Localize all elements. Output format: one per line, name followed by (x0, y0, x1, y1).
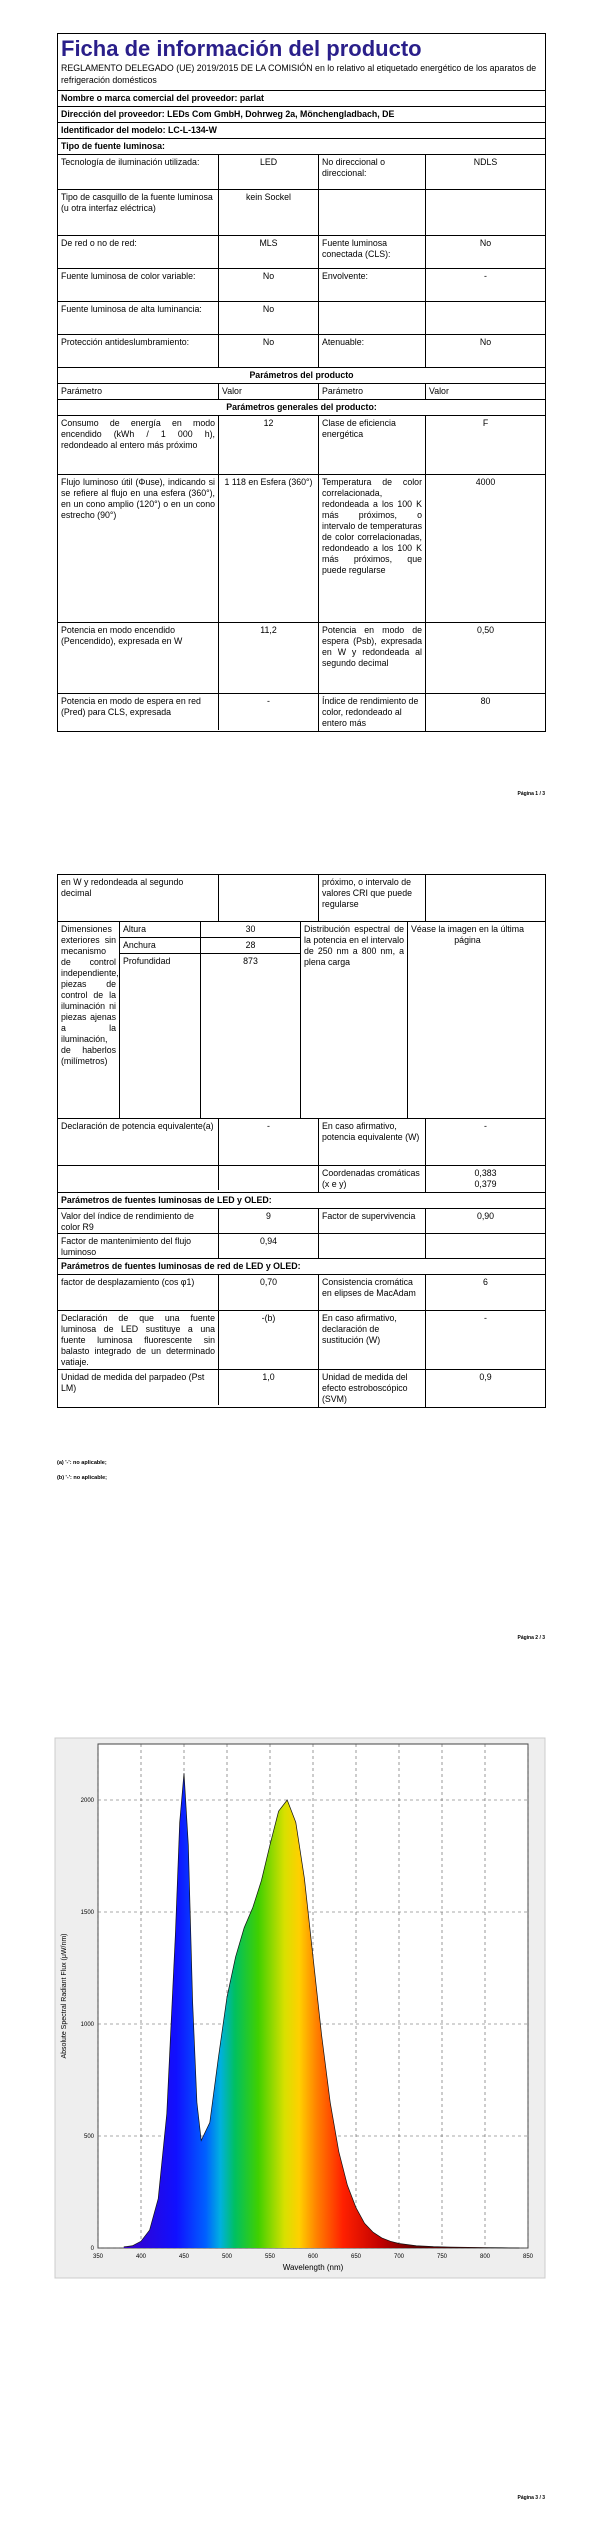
product-info-table-p1 (57, 33, 546, 732)
cell-label: Consumo de energía en modo encendido (kWh / 1 000 h), redondeado al entero más próximo (58, 416, 219, 474)
dim-label: Anchura (120, 938, 200, 954)
cell-value: No (479, 337, 492, 347)
table-row (58, 623, 545, 694)
cell-label: Unidad de medida del efecto estroboscópico (SVM) (319, 1370, 426, 1407)
cell-label: próximo, o intervalo de valores CRI que puede regularse (319, 875, 426, 921)
x-tick-label: 500 (221, 2254, 233, 2260)
cell-value: 12 (219, 416, 319, 474)
x-tick-label: 850 (522, 2254, 534, 2260)
cell-label: Unidad de medida del parpadeo (Pst LM) (58, 1370, 219, 1405)
column-header: Parámetro (58, 384, 219, 399)
cell-value: NDLS (473, 157, 498, 167)
x-tick-label: 750 (436, 2254, 448, 2260)
page-number: Página 3 / 3 (517, 2495, 545, 2501)
cell-label: Clase de eficiencia energética (319, 416, 426, 474)
column-header: Valor (219, 384, 319, 399)
cell-label: Flujo luminoso útil (Φuse), indicando si se refiere al flujo en una esfera (360°), en un cono amplio (120°) o en un cono estrecho (90°) (58, 475, 219, 622)
cell-value: 0,9 (479, 1372, 492, 1382)
cell-label: Potencia en modo de espera en red (Pred) para CLS, expresada (58, 694, 219, 730)
cell-value: kein Sockel (219, 190, 319, 235)
cell-label: Consistencia cromática en elipses de MacAdam (319, 1275, 426, 1310)
cell-label: Tecnología de iluminación utilizada: (58, 155, 219, 189)
dim-value: 28 (201, 938, 300, 954)
page-number: Página 2 / 3 (517, 1635, 545, 1641)
cell-value: LED (219, 155, 319, 189)
cell-value: No (219, 335, 319, 367)
table-row (58, 875, 545, 922)
spectral-distribution-label: Distribución espectral de la potencia en el intervalo de 250 nm a 800 nm, a plena carga (301, 922, 408, 1118)
table-row (58, 475, 545, 623)
cell-label: Potencia en modo encendido (Pencendido), expresada en W (58, 623, 219, 693)
page-1 (0, 0, 595, 820)
cell-value: 0,94 (219, 1234, 319, 1258)
model-identifier: Identificador del modelo: LC-L-134-W (61, 125, 217, 135)
y-tick-label: 0 (90, 2246, 94, 2252)
cell-value: 0,90 (476, 1211, 495, 1221)
y-tick-label: 500 (83, 2134, 94, 2140)
cell-value (426, 190, 545, 235)
cell-label: Índice de rendimiento de color, redondeado al entero más (319, 694, 426, 731)
cell-value: 0,50 (476, 625, 495, 635)
column-header: Parámetro (319, 384, 426, 399)
y-tick-label: 1000 (80, 2022, 94, 2028)
cell-value: No (479, 238, 492, 248)
cell-label: Coordenadas cromáticas (x e y) (319, 1166, 426, 1192)
cell-label (319, 190, 426, 235)
table-row (58, 236, 545, 269)
cell-value (426, 1234, 545, 1258)
cell-value: No (219, 302, 319, 334)
footnote-a: (a) '-': no aplicable; (57, 1460, 107, 1466)
page-2 (0, 870, 595, 1670)
cell-label: Potencia en modo de espera (Psb), expresada en W y redondeada al segundo decimal (319, 623, 426, 693)
footnote-b: (b) '-': no aplicable; (57, 1475, 107, 1481)
cell-label: factor de desplazamiento (cos φ1) (58, 1275, 219, 1310)
cell-value: 9 (219, 1209, 319, 1233)
x-tick-label: 800 (479, 2254, 491, 2260)
spectral-distribution-chart (0, 1720, 595, 2280)
table-row (58, 1311, 545, 1370)
cell-value (426, 302, 545, 334)
x-tick-label: 650 (350, 2254, 362, 2260)
cell-value: 0,383 0,379 (474, 1168, 497, 1189)
table-row (58, 155, 545, 190)
cell-label: Atenuable: (319, 335, 426, 367)
dim-label: Altura (120, 922, 200, 938)
regulation-text: REGLAMENTO DELEGADO (UE) 2019/2015 DE LA COMISIÓN en lo relativo al etiquetado energético de los aparatos de refrigeración domésticos (58, 62, 545, 91)
table-row (58, 190, 545, 236)
cell-label (319, 1234, 426, 1258)
cell-value: No (219, 269, 319, 301)
cell-label: en W y redondeada al segundo decimal (58, 875, 219, 921)
cell-label: Valor del índice de rendimiento de color R9 (58, 1209, 219, 1233)
table-row (58, 1275, 545, 1311)
dim-value: 873 (243, 956, 258, 966)
cell-label: De red o no de red: (58, 236, 219, 268)
dim-label: Profundidad (123, 956, 171, 966)
table-row (58, 416, 545, 475)
page-3 (0, 1720, 595, 2526)
table-row (58, 694, 545, 731)
table-row (58, 1119, 545, 1166)
column-header: Valor (429, 386, 449, 396)
cell-label: Declaración de que una fuente luminosa de LED sustituye a una fuente luminosa fluorescente sin balasto integrado de un determinado vatiaje. (58, 1311, 219, 1369)
cell-value: 11,2 (219, 623, 319, 693)
cell-label: Factor de mantenimiento del flujo luminoso (58, 1234, 219, 1258)
cell-label: Tipo de casquillo de la fuente luminosa (u otra interfaz eléctrica) (58, 190, 219, 235)
general-params-heading: Parámetros generales del producto: (226, 402, 377, 412)
x-axis-label: Wavelength (nm) (282, 2263, 344, 2272)
supplier-address: Dirección del proveedor: LEDs Com GmbH, Dohrweg 2a, Mönchengladbach, DE (61, 109, 395, 119)
cell-value: - (219, 1119, 319, 1165)
cell-label: Envolvente: (319, 269, 426, 301)
cell-value: -(b) (219, 1311, 319, 1369)
document-title: Ficha de información del producto (61, 36, 422, 61)
y-tick-label: 1500 (80, 1910, 94, 1916)
cell-label: Temperatura de color correlacionada, redondeada a los 100 K más próximos, o intervalo de temperaturas de color correlacionadas, redondeado a los 100 K más próximos, que puede regularse (319, 475, 426, 622)
spectral-distribution-value: Véase la imagen en la última página (411, 924, 524, 945)
table-row (58, 302, 545, 335)
table-row (58, 922, 545, 1119)
dim-value: 30 (201, 922, 300, 938)
cell-value: F (482, 418, 489, 428)
x-tick-label: 550 (264, 2254, 276, 2260)
cell-value: 1,0 (219, 1370, 319, 1407)
table-row (58, 1209, 545, 1234)
x-tick-label: 600 (307, 2254, 319, 2260)
x-tick-label: 400 (135, 2254, 147, 2260)
cell-value: 0,70 (219, 1275, 319, 1310)
product-params-heading: Parámetros del producto (249, 370, 354, 380)
page-number: Página 1 / 3 (517, 791, 545, 797)
cell-value: 4000 (475, 477, 496, 487)
cell-label: Fuente luminosa de alta luminancia: (58, 302, 219, 334)
column-headers (58, 384, 545, 400)
y-axis-label: Absolute Spectral Radiant Flux (μW/nm) (61, 1933, 68, 2059)
cell-label: No direccional o direccional: (319, 155, 426, 189)
cell-value: - (484, 271, 487, 281)
table-row (58, 1234, 545, 1259)
cell-value: - (219, 694, 319, 731)
cell-value: MLS (219, 236, 319, 268)
table-row (58, 269, 545, 302)
cell-value: - (484, 1121, 487, 1131)
cell-label: Factor de supervivencia (319, 1209, 426, 1233)
table-row (58, 1370, 545, 1407)
cell-value: - (484, 1313, 487, 1323)
cell-label: En caso afirmativo, potencia equivalente (W) (319, 1119, 426, 1165)
cell-label: Fuente luminosa de color variable: (58, 269, 219, 301)
dimensions-label: Dimensiones exteriores sin mecanismo de control independiente, piezas de control de la iluminación ni piezas ajenas a la iluminación, de haberlos (milímetros) (58, 922, 120, 1118)
table-row (58, 1166, 545, 1193)
source-type-heading: Tipo de fuente luminosa: (61, 141, 165, 151)
cell-label: En caso afirmativo, declaración de sustitución (W) (319, 1311, 426, 1369)
x-tick-label: 450 (178, 2254, 190, 2260)
table-row (58, 335, 545, 368)
cell-label: Declaración de potencia equivalente(a) (58, 1119, 219, 1165)
x-tick-label: 350 (92, 2254, 104, 2260)
cell-value: 6 (483, 1277, 488, 1287)
cell-value: 1 118 en Esfera (360°) (219, 475, 319, 622)
cell-value: 80 (480, 696, 491, 706)
supplier-name: Nombre o marca comercial del proveedor: parlat (61, 93, 264, 103)
led-params-heading: Parámetros de fuentes luminosas de LED y OLED: (61, 1195, 272, 1205)
cell-label: Protección antideslumbramiento: (58, 335, 219, 367)
x-tick-label: 700 (393, 2254, 405, 2260)
product-info-table-p2 (57, 874, 546, 1408)
mains-params-heading: Parámetros de fuentes luminosas de red de LED y OLED: (61, 1261, 301, 1271)
cell-label (319, 302, 426, 334)
cell-label: Fuente luminosa conectada (CLS): (319, 236, 426, 268)
y-tick-label: 2000 (80, 1798, 94, 1804)
